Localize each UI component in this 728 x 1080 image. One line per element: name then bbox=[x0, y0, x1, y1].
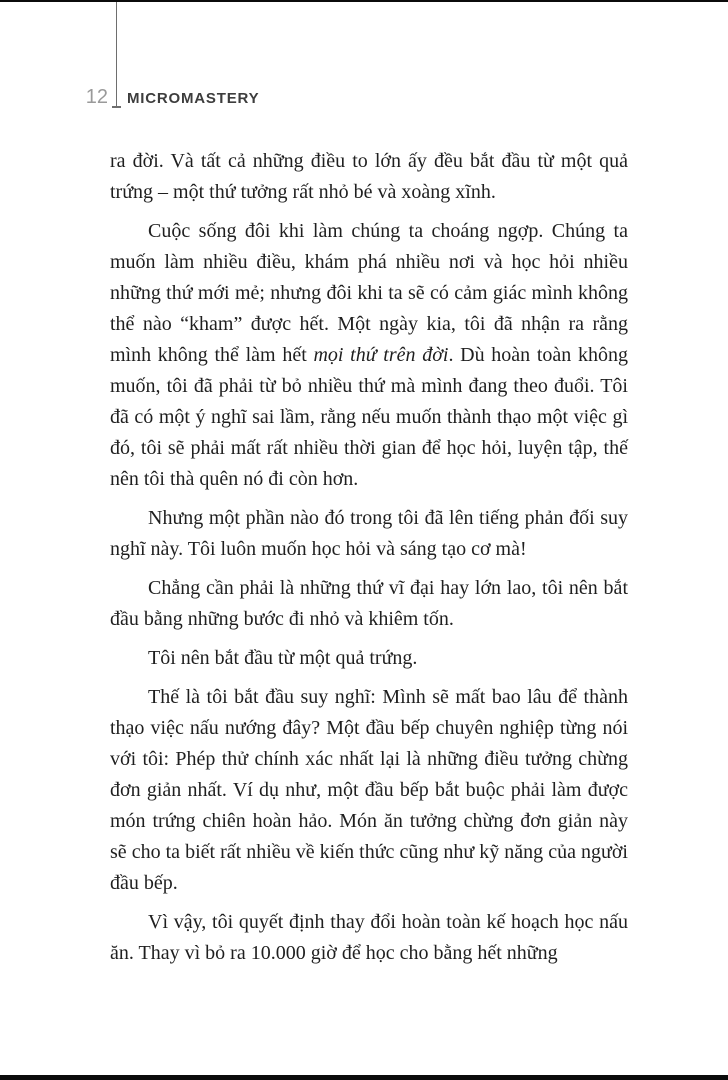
header-divider-rule bbox=[116, 2, 117, 106]
body-text-block bbox=[110, 146, 628, 977]
paragraph-text: . Dù hoàn toàn không muốn, tôi đã phải từ bỏ nhiều thứ mà mình đang theo đuổi. Tôi đã có một ý nghĩ sai lầm, rằng nếu muốn thành thạo một việc gì đó, tôi sẽ phải mất rất nhiều thời gian để học hỏi, luyện tập, thế nên tôi thà quên nó đi còn hơn. bbox=[110, 344, 628, 490]
paragraph: Chẳng cần phải là những thứ vĩ đại hay lớn lao, tôi nên bắt đầu bằng những bước đi nhỏ và khiêm tốn. bbox=[110, 577, 628, 630]
page-number: 12 bbox=[85, 86, 108, 108]
paragraph-continuation: ra đời. Và tất cả những điều to lớn ấy đều bắt đầu từ một quả trứng – một thứ tưởng rất nhỏ bé và xoàng xĩnh. bbox=[110, 150, 628, 203]
header-divider-rule-foot bbox=[112, 106, 121, 108]
paragraph-italic-phrase: mọi thứ trên đời bbox=[313, 344, 449, 366]
paragraph: Thế là tôi bắt đầu suy nghĩ: Mình sẽ mất bao lâu để thành thạo việc nấu nướng đây? Một đầu bếp chuyên nghiệp từng nói với tôi: Phép thử chính xác nhất lại là những điều tưởng chừng đơn giản nhất. Ví dụ như, một đầu bếp bắt buộc phải làm được món trứng chiên hoàn hảo. Món ăn tưởng chừng đơn giản này sẽ cho ta biết rất nhiều về kiến thức cũng như kỹ năng của người đầu bếp. bbox=[110, 686, 628, 894]
paragraph: Nhưng một phần nào đó trong tôi đã lên tiếng phản đối suy nghĩ này. Tôi luôn muốn học hỏi và sáng tạo cơ mà! bbox=[110, 507, 628, 560]
bottom-edge-bar bbox=[0, 1075, 728, 1080]
paragraph: Vì vậy, tôi quyết định thay đổi hoàn toàn kế hoạch học nấu ăn. Thay vì bỏ ra 10.000 giờ để học cho bằng hết những bbox=[110, 911, 628, 964]
top-edge-bar bbox=[0, 0, 728, 2]
running-title: MICROMASTERY bbox=[127, 90, 260, 107]
paragraph: Tôi nên bắt đầu từ một quả trứng. bbox=[148, 647, 418, 669]
paragraph-text: Cuộc sống đôi khi làm chúng ta choáng ngợp. Chúng ta muốn làm nhiều điều, khám phá nhiều nơi và học hỏi nhiều những thứ mới mẻ; nhưng đôi khi ta sẽ có cảm giác mình không thể nào “kham” được hết. Một ngày kia, tôi đã nhận ra rằng mình không thể làm hết bbox=[110, 220, 628, 366]
paragraph bbox=[110, 216, 628, 495]
